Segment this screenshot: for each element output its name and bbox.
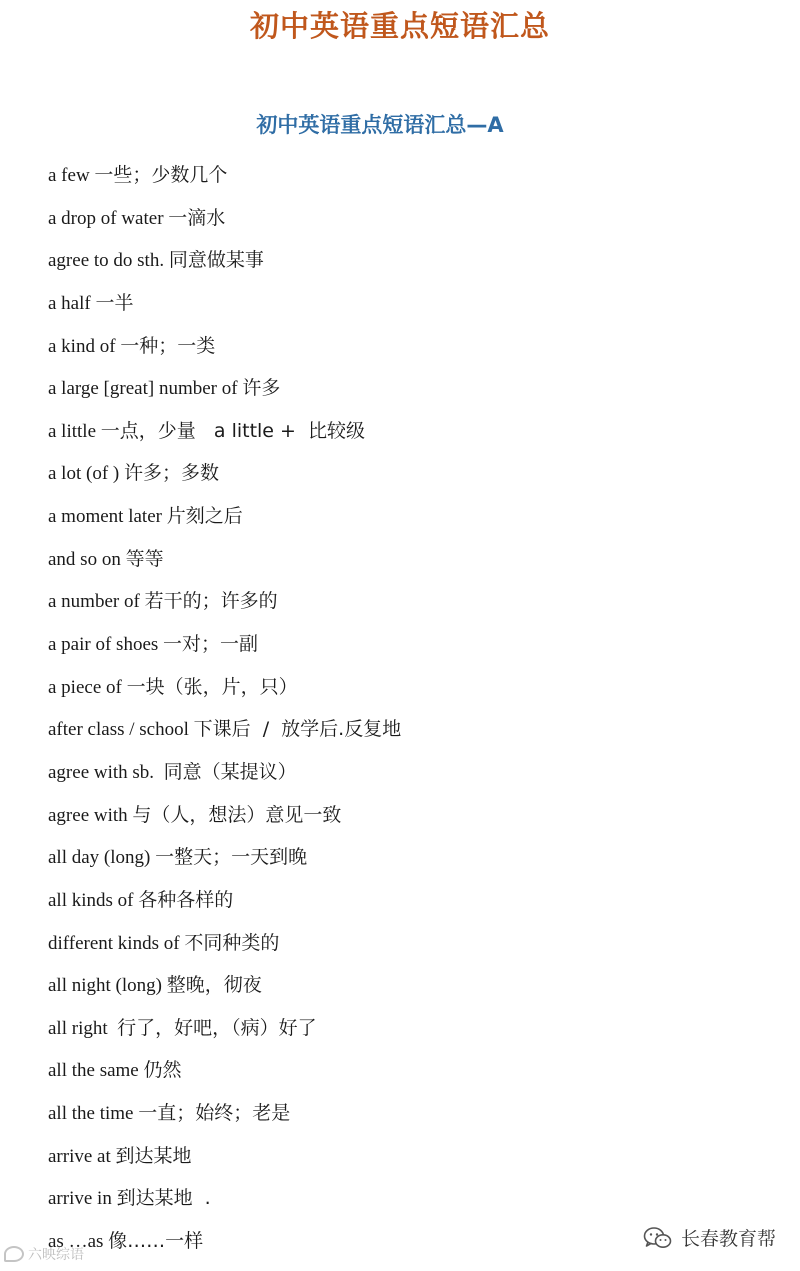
phrase-chinese: 与（人，想法）意见一致 bbox=[132, 803, 342, 826]
phrase-item bbox=[48, 836, 401, 879]
phrase-item bbox=[48, 538, 401, 581]
phrase-chinese: 许多；多数 bbox=[123, 462, 219, 485]
phrase-english: all right bbox=[48, 1017, 118, 1039]
watermark-left bbox=[4, 1244, 84, 1264]
phrase-chinese: 一滴水 bbox=[168, 206, 226, 229]
phrase-item bbox=[48, 197, 401, 240]
phrase-chinese: 行了，好吧，（病）好了 bbox=[117, 1016, 317, 1039]
phrase-chinese: 一种；一类 bbox=[120, 334, 216, 357]
phrase-item bbox=[48, 623, 401, 666]
phrase-english: different kinds of bbox=[48, 932, 185, 954]
watermark-left-text: 六映综语 bbox=[28, 1247, 84, 1263]
section-title: 初中英语重点短语汇总—A bbox=[256, 113, 504, 137]
phrase-item bbox=[48, 282, 401, 325]
phrase-english: all night (long) bbox=[48, 975, 167, 997]
phrase-english: all kinds of bbox=[48, 889, 139, 911]
phrase-item bbox=[48, 922, 401, 965]
phrase-item bbox=[48, 1177, 401, 1220]
phrase-item bbox=[48, 1220, 401, 1263]
phrase-english: a lot (of ) bbox=[48, 463, 124, 485]
phrase-english: arrive at bbox=[48, 1145, 116, 1167]
phrase-english: a half bbox=[48, 292, 96, 314]
phrase-item bbox=[48, 879, 401, 922]
phrase-english: a pair of shoes bbox=[48, 634, 164, 656]
phrase-item bbox=[48, 239, 401, 282]
phrase-english: a moment later bbox=[48, 506, 167, 528]
phrase-chinese: 一点，少量 a little + 比较级 bbox=[100, 419, 366, 442]
wechat-icon bbox=[643, 1226, 673, 1250]
phrase-chinese: 仍然 bbox=[143, 1059, 182, 1082]
phrase-item bbox=[48, 666, 401, 709]
phrase-chinese: 一直；始终；老是 bbox=[138, 1102, 291, 1125]
phrase-chinese: 同意做某事 bbox=[168, 249, 264, 272]
phrase-english: after class / school bbox=[48, 719, 194, 741]
phrase-item bbox=[48, 751, 401, 794]
phrase-list bbox=[48, 154, 401, 1263]
phrase-english: agree with sb. bbox=[48, 761, 164, 783]
phrase-english: arrive in bbox=[48, 1188, 117, 1210]
phrase-item bbox=[48, 452, 401, 495]
phrase-chinese: 一对；一副 bbox=[163, 633, 259, 656]
phrase-item bbox=[48, 708, 401, 751]
phrase-item bbox=[48, 1092, 401, 1135]
phrase-item bbox=[48, 495, 401, 538]
phrase-chinese: 一块（张，片，只） bbox=[126, 675, 298, 698]
phrase-chinese: 像……一样 bbox=[108, 1230, 204, 1253]
phrase-english: a kind of bbox=[48, 335, 121, 357]
phrase-item bbox=[48, 325, 401, 368]
phrase-item bbox=[48, 794, 401, 837]
phrase-item bbox=[48, 1135, 401, 1178]
phrase-english: agree with bbox=[48, 804, 133, 826]
phrase-chinese: 同意（某提议） bbox=[163, 760, 297, 783]
phrase-item bbox=[48, 580, 401, 623]
phrase-chinese: 一些；少数几个 bbox=[94, 164, 228, 186]
phrase-chinese: 等等 bbox=[125, 547, 164, 570]
phrase-english: a few bbox=[48, 165, 95, 186]
phrase-english: all the time bbox=[48, 1103, 139, 1125]
phrase-chinese: 下课后 / 放学后.反复地 bbox=[193, 718, 402, 741]
phrase-english: all the same bbox=[48, 1060, 144, 1082]
phrase-english: as …as bbox=[48, 1231, 109, 1253]
phrase-english: a large [great] number of bbox=[48, 378, 243, 400]
phrase-chinese: 不同种类的 bbox=[184, 931, 280, 954]
phrase-chinese: 片刻之后 bbox=[166, 505, 243, 528]
phrase-english: all day (long) bbox=[48, 847, 156, 869]
phrase-english: a number of bbox=[48, 591, 145, 613]
phrase-item bbox=[48, 410, 401, 453]
phrase-item bbox=[48, 1007, 401, 1050]
phrase-chinese: 若干的；许多的 bbox=[144, 590, 278, 613]
phrase-chinese: 各种各样的 bbox=[138, 888, 234, 911]
phrase-chinese: 一半 bbox=[95, 291, 134, 314]
phrase-item bbox=[48, 367, 401, 410]
phrase-english: a drop of water bbox=[48, 207, 169, 229]
phrase-chinese: 许多 bbox=[242, 377, 281, 400]
account-name: 长春教育帮 bbox=[680, 1228, 776, 1250]
account-watermark bbox=[643, 1224, 776, 1251]
phrase-english: a piece of bbox=[48, 676, 127, 698]
phrase-chinese: 一整天；一天到晚 bbox=[155, 846, 308, 869]
phrase-english: a little bbox=[48, 420, 101, 442]
phrase-chinese: 整晚，彻夜 bbox=[166, 974, 262, 997]
phrase-chinese: 到达某地 . bbox=[116, 1187, 211, 1210]
phrase-chinese: 到达某地 bbox=[115, 1144, 192, 1167]
document-title: 初中英语重点短语汇总 bbox=[249, 9, 550, 43]
phrase-english: agree to do sth. bbox=[48, 250, 169, 272]
phrase-item bbox=[48, 1049, 401, 1092]
phrase-item bbox=[48, 964, 401, 1007]
phrase-english: and so on bbox=[48, 548, 126, 570]
phrase-item bbox=[48, 154, 401, 197]
watermark-logo-icon bbox=[4, 1246, 24, 1262]
